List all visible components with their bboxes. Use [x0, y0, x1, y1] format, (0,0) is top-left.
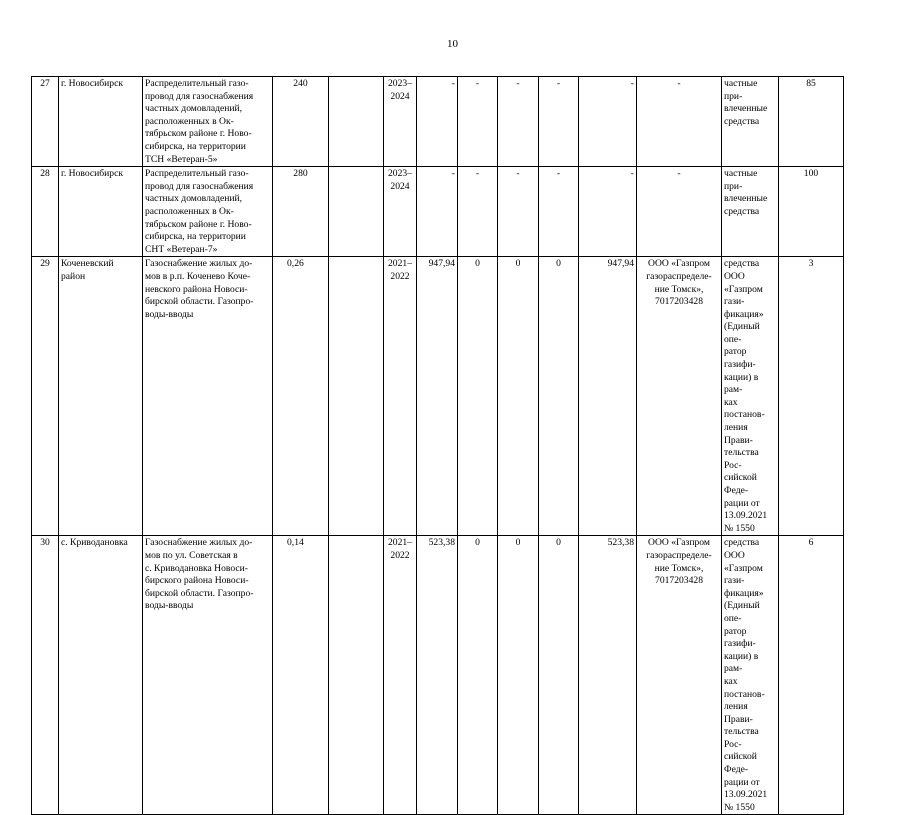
page-number: 10	[447, 38, 458, 50]
cell-value-2: -	[498, 77, 539, 167]
cell-description: Газоснабжение жилых до- мов по ул. Советская в с. Криводановка Новоси- бирского района Новоси- бирской области. Газопро- воды-вводы	[143, 536, 273, 815]
cell-count: 85	[779, 77, 844, 167]
cell-locality: с. Криводановка	[59, 536, 143, 815]
cell-locality: г. Новосибирск	[59, 167, 143, 257]
cell-value-1: 0	[458, 257, 498, 536]
cell-value-3: 0	[539, 536, 579, 815]
cell-operator: ООО «Газпром газораспределе- ние Томск», 7017203428	[637, 536, 722, 815]
cell-row-number: 28	[32, 167, 59, 257]
cell-funding-source: частные при- влеченные средства	[722, 167, 779, 257]
cell-value-3: -	[539, 77, 579, 167]
cell-value-2: 0	[498, 257, 539, 536]
cell-value-1: 0	[458, 536, 498, 815]
cell-value-4: 523,38	[579, 536, 637, 815]
cell-value-4: -	[579, 77, 637, 167]
table-row	[32, 167, 844, 257]
cell-length: 0,14	[273, 536, 329, 815]
cell-years: 2023– 2024	[384, 77, 417, 167]
cell-value-2: -	[498, 167, 539, 257]
cell-total: 523,38	[417, 536, 458, 815]
cell-length: 0,26	[273, 257, 329, 536]
cell-empty	[329, 167, 384, 257]
cell-count: 6	[779, 536, 844, 815]
cell-row-number: 29	[32, 257, 59, 536]
cell-description: Распределительный газо- провод для газоснабжения частных домовладений, расположенных в Ок- тябрьском районе г. Ново- сибирска, на территории ТСН «Ветеран-5»	[143, 77, 273, 167]
cell-length: 240	[273, 77, 329, 167]
cell-empty	[329, 536, 384, 815]
cell-value-4: 947,94	[579, 257, 637, 536]
cell-locality: г. Новосибирск	[59, 77, 143, 167]
cell-description: Газоснабжение жилых до- мов в р.п. Коченево Коче- невского района Новоси- бирской области. Газопро- воды-вводы	[143, 257, 273, 536]
cell-value-3: 0	[539, 257, 579, 536]
cell-count: 100	[779, 167, 844, 257]
cell-empty	[329, 77, 384, 167]
cell-total: -	[417, 77, 458, 167]
cell-value-1: -	[458, 167, 498, 257]
gasification-table	[31, 76, 844, 815]
cell-description: Распределительный газо- провод для газоснабжения частных домовладений, расположенных в Ок- тябрьском районе г. Ново- сибирска, на территории СНТ «Ветеран-7»	[143, 167, 273, 257]
cell-funding-source: средства ООО «Газпром гази- фикация» (Единый опе- ратор газифи- кации) в рам- ках постанов- ления Прави- тельства Рос- сийской Феде- рации от 13.09.2021 № 1550	[722, 257, 779, 536]
cell-value-3: -	[539, 167, 579, 257]
table-row	[32, 77, 844, 167]
cell-funding-source: средства ООО «Газпром гази- фикация» (Единый опе- ратор газифи- кации) в рам- ках постанов- ления Прави- тельства Рос- сийской Феде- рации от 13.09.2021 № 1550	[722, 536, 779, 815]
cell-years: 2023– 2024	[384, 167, 417, 257]
table-row	[32, 536, 844, 815]
cell-locality: Коченевский район	[59, 257, 143, 536]
cell-length: 280	[273, 167, 329, 257]
cell-value-4: -	[579, 167, 637, 257]
cell-operator: -	[637, 77, 722, 167]
cell-total: 947,94	[417, 257, 458, 536]
cell-count: 3	[779, 257, 844, 536]
cell-operator: ООО «Газпром газораспределе- ние Томск», 7017203428	[637, 257, 722, 536]
cell-empty	[329, 257, 384, 536]
cell-operator: -	[637, 167, 722, 257]
cell-years: 2021– 2022	[384, 257, 417, 536]
cell-row-number: 27	[32, 77, 59, 167]
cell-years: 2021– 2022	[384, 536, 417, 815]
cell-funding-source: частные при- влеченные средства	[722, 77, 779, 167]
cell-row-number: 30	[32, 536, 59, 815]
cell-total: -	[417, 167, 458, 257]
cell-value-1: -	[458, 77, 498, 167]
cell-value-2: 0	[498, 536, 539, 815]
table-row	[32, 257, 844, 536]
